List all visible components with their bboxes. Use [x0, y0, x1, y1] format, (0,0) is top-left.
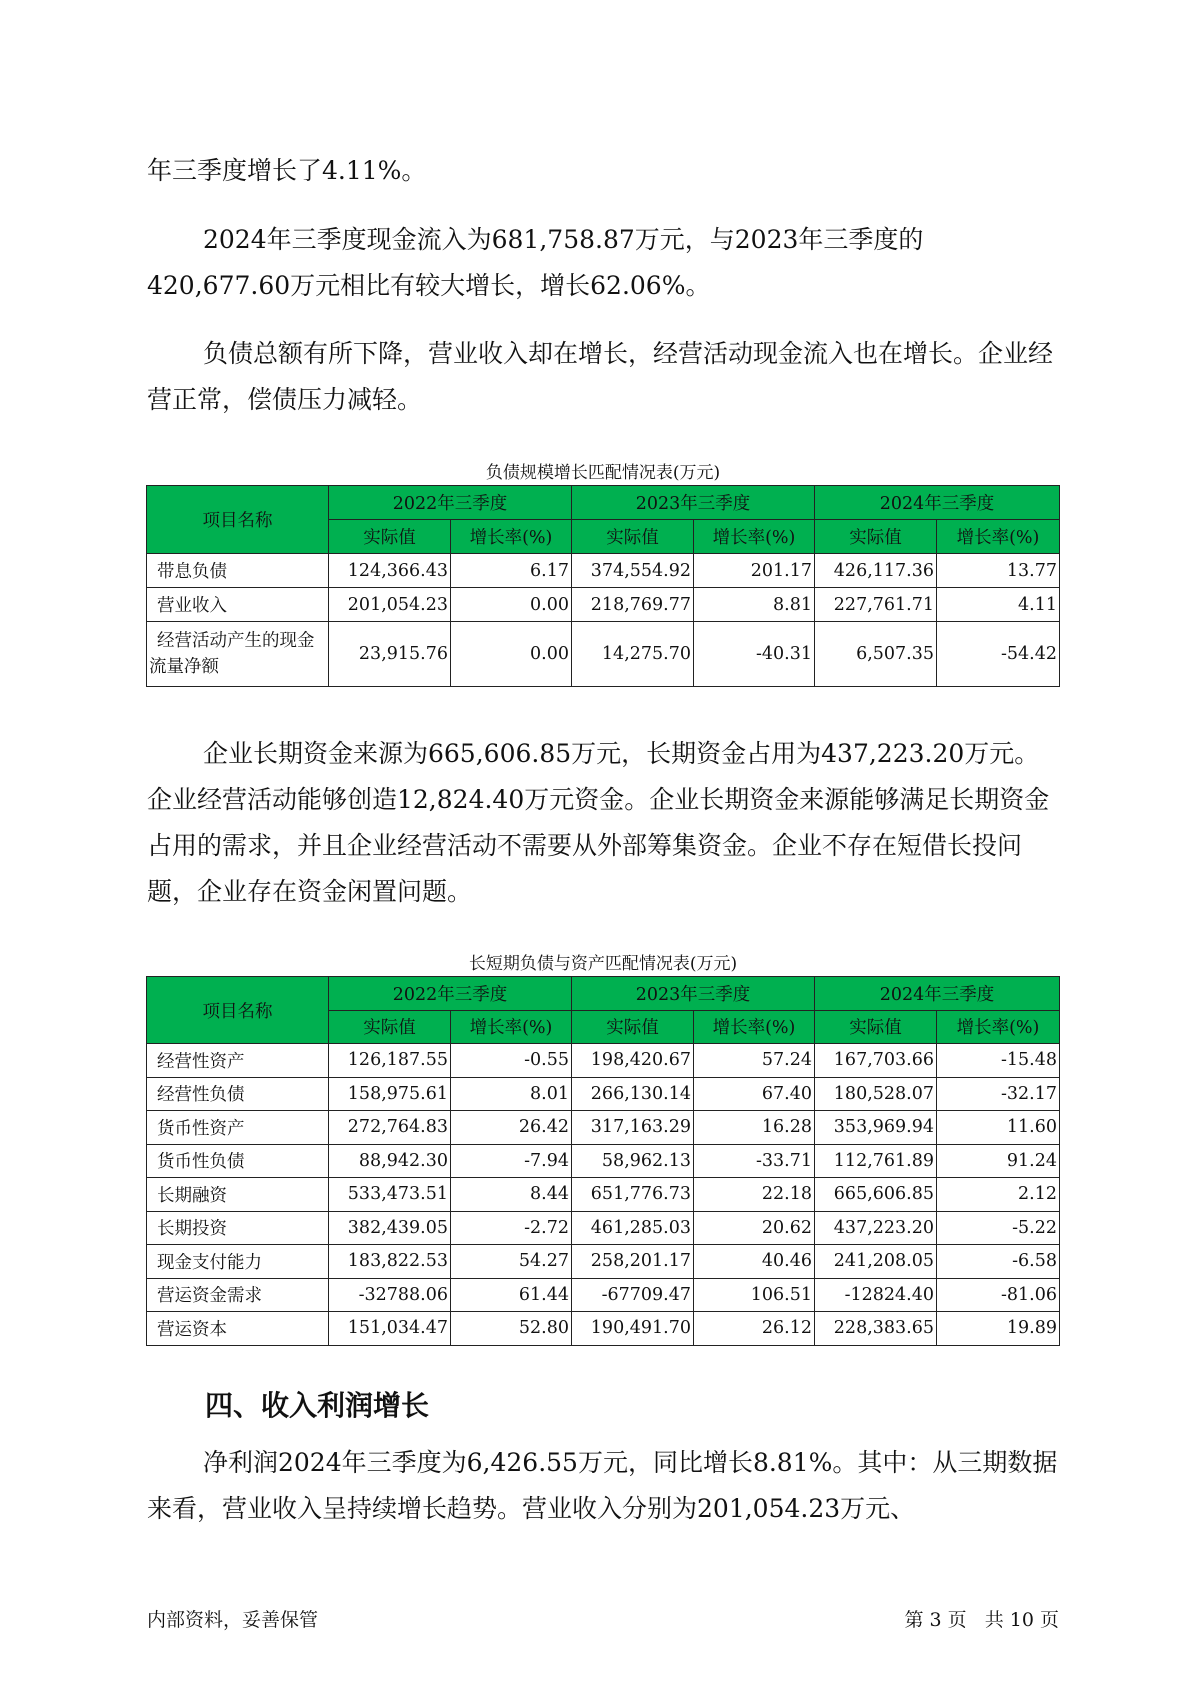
growth-cell: 26.12 [694, 1312, 815, 1346]
value-cell: 461,285.03 [572, 1211, 694, 1245]
growth-cell: 8.44 [451, 1178, 572, 1212]
header-growth: 增长率(%) [937, 520, 1060, 554]
table-row [147, 1044, 1060, 1078]
growth-cell: 22.18 [694, 1178, 815, 1212]
paragraph-continuation: 年三季度增长了4.11%。 [147, 156, 427, 185]
value-cell: 426,117.36 [815, 554, 937, 588]
value-cell: 183,822.53 [329, 1245, 451, 1279]
section-heading: 四、收入利润增长 [205, 1389, 430, 1422]
growth-cell: 201.17 [694, 554, 815, 588]
growth-cell: -2.72 [451, 1211, 572, 1245]
growth-cell: 4.11 [937, 588, 1060, 622]
header-period: 2023年三季度 [572, 977, 815, 1011]
value-cell: 58,962.13 [572, 1144, 694, 1178]
row-name: 经营性资产 [147, 1044, 329, 1078]
growth-cell: -5.22 [937, 1211, 1060, 1245]
growth-cell: 6.17 [451, 554, 572, 588]
growth-cell: 26.42 [451, 1111, 572, 1145]
table-row [147, 1144, 1060, 1178]
table-row [147, 1211, 1060, 1245]
value-cell: 665,606.85 [815, 1178, 937, 1212]
growth-cell: 106.51 [694, 1278, 815, 1312]
growth-cell: 13.77 [937, 554, 1060, 588]
row-name: 带息负债 [147, 554, 329, 588]
table-row [147, 588, 1060, 622]
table-row [147, 1312, 1060, 1346]
header-row [147, 977, 1060, 1011]
value-cell: 14,275.70 [572, 622, 694, 687]
header-period: 2022年三季度 [329, 977, 572, 1011]
row-name: 长期融资 [147, 1178, 329, 1212]
paragraph-cash-inflow: 2024年三季度现金流入为681,758.87万元，与2023年三季度的420,677.60万元相比有较大增长，增长62.06%。 [147, 225, 924, 300]
header-actual: 实际值 [329, 1010, 451, 1044]
footer-confidential: 内部资料，妥善保管 [147, 1609, 319, 1631]
table-row [147, 622, 1060, 687]
header-item-name: 项目名称 [147, 486, 329, 554]
header-growth: 增长率(%) [694, 520, 815, 554]
paragraph-net-profit: 净利润2024年三季度为6,426.55万元，同比增长8.81%。其中：从三期数据来看，营业收入呈持续增长趋势。营业收入分别为201,054.23万元、 [147, 1448, 1058, 1523]
value-cell: 437,223.20 [815, 1211, 937, 1245]
row-name: 长期投资 [147, 1211, 329, 1245]
value-cell: -12824.40 [815, 1278, 937, 1312]
growth-cell: 2.12 [937, 1178, 1060, 1212]
growth-cell: 8.81 [694, 588, 815, 622]
header-growth: 增长率(%) [694, 1010, 815, 1044]
growth-cell: -0.55 [451, 1044, 572, 1078]
debt-scale-table [146, 485, 1060, 687]
footer-page-number: 第 3 页 共 10 页 [904, 1609, 1059, 1631]
header-period: 2023年三季度 [572, 486, 815, 520]
growth-cell: -40.31 [694, 622, 815, 687]
value-cell: 158,975.61 [329, 1077, 451, 1111]
header-actual: 实际值 [815, 520, 937, 554]
growth-cell: 40.46 [694, 1245, 815, 1279]
growth-cell: 0.00 [451, 622, 572, 687]
growth-cell: -7.94 [451, 1144, 572, 1178]
value-cell: 198,420.67 [572, 1044, 694, 1078]
row-name: 货币性资产 [147, 1111, 329, 1145]
value-cell: 533,473.51 [329, 1178, 451, 1212]
header-period: 2024年三季度 [815, 977, 1060, 1011]
value-cell: 228,383.65 [815, 1312, 937, 1346]
table-row [147, 1278, 1060, 1312]
value-cell: 124,366.43 [329, 554, 451, 588]
table1-caption: 负债规模增长匹配情况表(万元) [485, 463, 721, 483]
table-row [147, 1077, 1060, 1111]
growth-cell: -15.48 [937, 1044, 1060, 1078]
value-cell: 88,942.30 [329, 1144, 451, 1178]
paragraph-long-term-funds: 企业长期资金来源为665,606.85万元，长期资金占用为437,223.20万元。企业经营活动能够创造12,824.40万元资金。企业长期资金来源能够满足长期资金占用的需求，并且企业经营活动不需要从外部筹集资金。企业不存在短借长投问题，企业存在资金闲置问题。 [147, 739, 1050, 906]
growth-cell: 16.28 [694, 1111, 815, 1145]
header-actual: 实际值 [572, 1010, 694, 1044]
growth-cell: 19.89 [937, 1312, 1060, 1346]
table2-caption: 长短期负债与资产匹配情况表(万元) [468, 954, 738, 974]
value-cell: 258,201.17 [572, 1245, 694, 1279]
header-growth: 增长率(%) [451, 520, 572, 554]
table-row [147, 1245, 1060, 1279]
value-cell: 23,915.76 [329, 622, 451, 687]
header-growth: 增长率(%) [937, 1010, 1060, 1044]
value-cell: 317,163.29 [572, 1111, 694, 1145]
value-cell: 374,554.92 [572, 554, 694, 588]
value-cell: 266,130.14 [572, 1077, 694, 1111]
growth-cell: 67.40 [694, 1077, 815, 1111]
growth-cell: -81.06 [937, 1278, 1060, 1312]
growth-cell: -54.42 [937, 622, 1060, 687]
table-row [147, 1111, 1060, 1145]
header-actual: 实际值 [572, 520, 694, 554]
value-cell: 272,764.83 [329, 1111, 451, 1145]
row-name: 经营性负债 [147, 1077, 329, 1111]
growth-cell: 61.44 [451, 1278, 572, 1312]
paragraph-debt-summary: 负债总额有所下降，营业收入却在增长，经营活动现金流入也在增长。企业经营正常，偿债压力减轻。 [147, 339, 1054, 414]
asset-liability-match-table [146, 976, 1060, 1346]
growth-cell: 54.27 [451, 1245, 572, 1279]
header-item-name: 项目名称 [147, 977, 329, 1044]
growth-cell: 52.80 [451, 1312, 572, 1346]
row-name: 营运资金需求 [147, 1278, 329, 1312]
header-period: 2022年三季度 [329, 486, 572, 520]
value-cell: 190,491.70 [572, 1312, 694, 1346]
table-row [147, 1178, 1060, 1212]
value-cell: 201,054.23 [329, 588, 451, 622]
value-cell: 180,528.07 [815, 1077, 937, 1111]
row-name: 经营活动产生的现金流量净额 [147, 622, 329, 687]
value-cell: 126,187.55 [329, 1044, 451, 1078]
row-name: 货币性负债 [147, 1144, 329, 1178]
value-cell: 218,769.77 [572, 588, 694, 622]
growth-cell: -33.71 [694, 1144, 815, 1178]
growth-cell: 8.01 [451, 1077, 572, 1111]
growth-cell: -32.17 [937, 1077, 1060, 1111]
value-cell: 6,507.35 [815, 622, 937, 687]
value-cell: -32788.06 [329, 1278, 451, 1312]
row-name: 营业收入 [147, 588, 329, 622]
table-row [147, 554, 1060, 588]
value-cell: 167,703.66 [815, 1044, 937, 1078]
header-actual: 实际值 [815, 1010, 937, 1044]
header-actual: 实际值 [329, 520, 451, 554]
value-cell: 651,776.73 [572, 1178, 694, 1212]
growth-cell: 11.60 [937, 1111, 1060, 1145]
value-cell: -67709.47 [572, 1278, 694, 1312]
growth-cell: 91.24 [937, 1144, 1060, 1178]
growth-cell: 57.24 [694, 1044, 815, 1078]
value-cell: 382,439.05 [329, 1211, 451, 1245]
value-cell: 353,969.94 [815, 1111, 937, 1145]
value-cell: 241,208.05 [815, 1245, 937, 1279]
header-period: 2024年三季度 [815, 486, 1060, 520]
growth-cell: 20.62 [694, 1211, 815, 1245]
header-row [147, 486, 1060, 520]
header-growth: 增长率(%) [451, 1010, 572, 1044]
value-cell: 151,034.47 [329, 1312, 451, 1346]
growth-cell: -6.58 [937, 1245, 1060, 1279]
growth-cell: 0.00 [451, 588, 572, 622]
row-name: 营运资本 [147, 1312, 329, 1346]
value-cell: 112,761.89 [815, 1144, 937, 1178]
row-name: 现金支付能力 [147, 1245, 329, 1279]
value-cell: 227,761.71 [815, 588, 937, 622]
